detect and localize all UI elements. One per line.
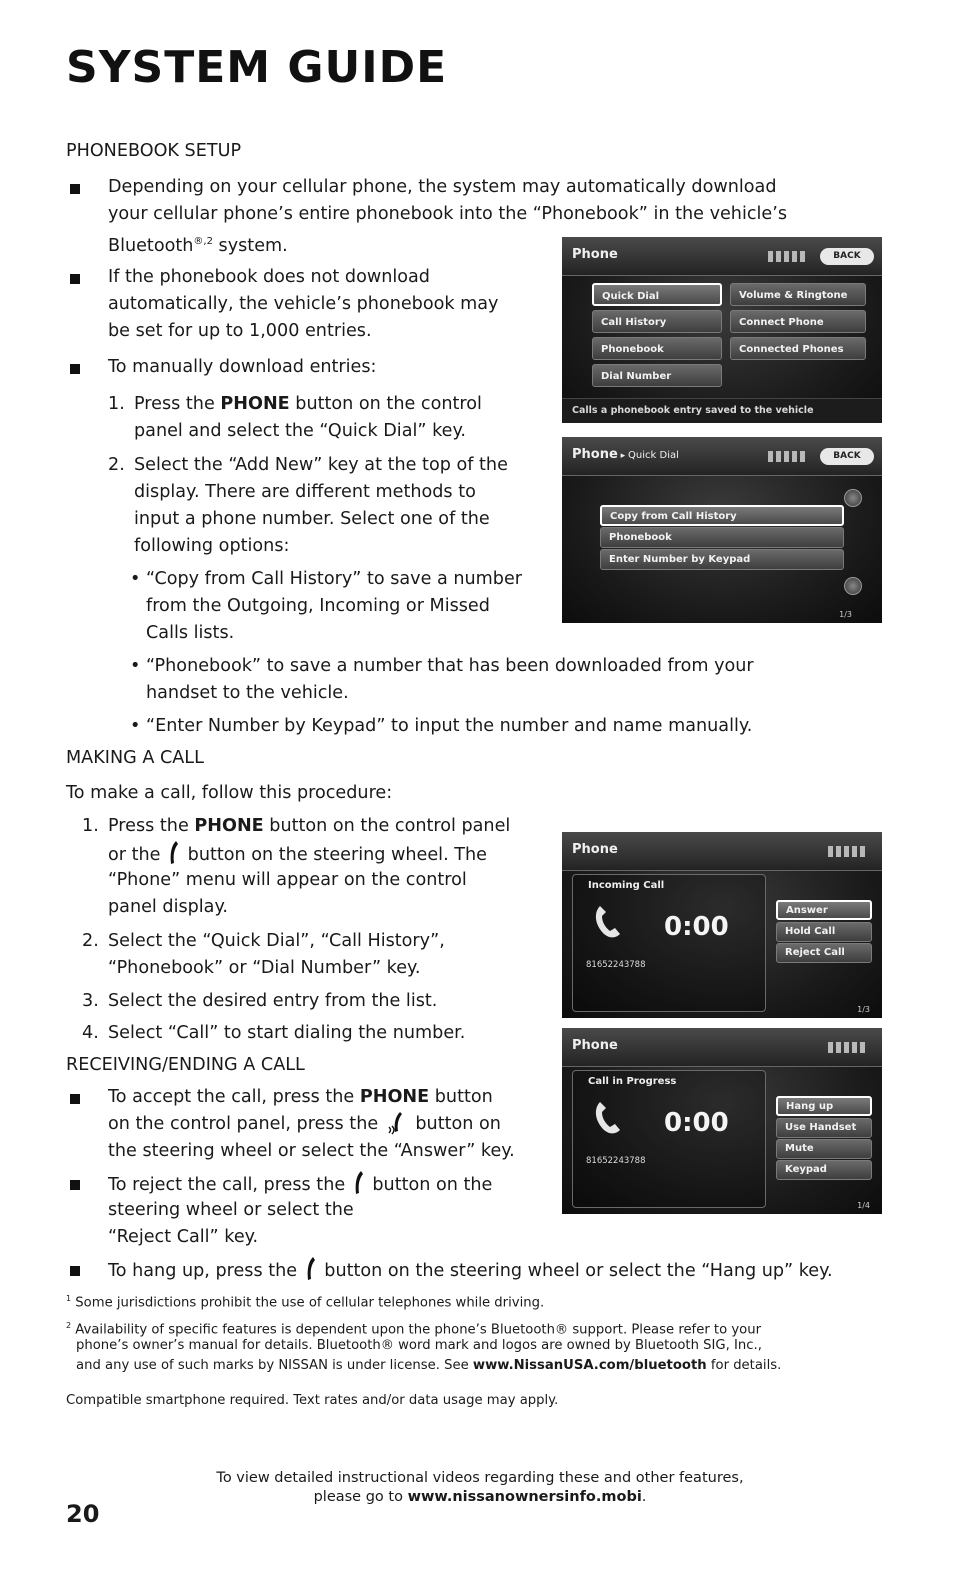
phonebook-button[interactable]: Phonebook — [592, 337, 722, 360]
phone-handset-icon — [168, 840, 180, 866]
page-number: 20 — [66, 1500, 100, 1528]
connect-phone-button[interactable]: Connect Phone — [730, 310, 866, 333]
phone-handset-icon — [353, 1170, 365, 1196]
back-button[interactable]: BACK — [820, 448, 874, 465]
call-in-progress-screenshot — [562, 1028, 882, 1214]
bullet-marker — [70, 1094, 80, 1104]
connected-phones-button[interactable]: Connected Phones — [730, 337, 866, 360]
receiving-bullet-1-line-3: the steering wheel or select the “Answer” key. — [108, 1141, 515, 1161]
phonebook-step-1-line-2: panel and select the “Quick Dial” key. — [134, 421, 466, 441]
bullet-marker — [70, 1266, 80, 1276]
making-step-1-line-1: Press the PHONE button on the control panel — [108, 816, 511, 836]
screen-status-bar: Calls a phonebook entry saved to the vehicle — [562, 398, 882, 423]
phonebook-step-2-line-1: Select the “Add New” key at the top of the — [134, 455, 508, 475]
phonebook-step-2-line-2: display. There are different methods to — [134, 482, 476, 502]
signal-status-icon — [828, 1042, 868, 1053]
hang-up-button[interactable]: Hang up — [776, 1096, 872, 1116]
step-number: 1. — [82, 816, 99, 836]
signal-status-icon — [828, 846, 868, 857]
back-button[interactable]: BACK — [820, 248, 874, 265]
making-step-1-line-4: panel display. — [108, 897, 228, 917]
making-call-intro: To make a call, follow this procedure: — [66, 783, 393, 803]
call-timer: 0:00 — [664, 912, 729, 942]
phonebook-item[interactable]: Phonebook — [600, 527, 844, 548]
caller-number: 81652243788 — [586, 1156, 646, 1166]
phone-menu-screenshot — [562, 237, 882, 423]
phonebook-step-2-line-3: input a phone number. Select one of the — [134, 509, 490, 529]
copy-from-call-history-item[interactable]: Copy from Call History — [600, 505, 844, 526]
footnote-2-line-1: $^2$ Availability of specific features is dependent upon the phone’s Bluetooth® support. Please refer to your — [66, 1321, 762, 1338]
receiving-bullet-2-line-3: “Reject Call” key. — [108, 1227, 259, 1247]
phone-handset-icon — [305, 1256, 317, 1282]
enter-number-by-keypad-item[interactable]: Enter Number by Keypad — [600, 549, 844, 570]
receiving-bullet-1-line-1: To accept the call, press the PHONE button — [108, 1087, 493, 1107]
making-step-1-line-2: or the button on the steering wheel. The — [108, 840, 487, 869]
call-history-button[interactable]: Call History — [592, 310, 722, 333]
call-panel-title: Call in Progress — [588, 1076, 677, 1087]
compatibility-note: Compatible smartphone required. Text rates and/or data usage may apply. — [66, 1393, 559, 1408]
bullet-marker — [70, 1180, 80, 1190]
phonebook-step-1-line-1: Press the PHONE button on the control — [134, 394, 482, 414]
dial-number-button[interactable]: Dial Number — [592, 364, 722, 387]
call-timer: 0:00 — [664, 1108, 729, 1138]
bullet-marker — [70, 184, 80, 194]
screen-header — [562, 237, 882, 276]
call-panel-title: Incoming Call — [588, 880, 665, 891]
making-step-3: Select the desired entry from the list. — [108, 991, 438, 1011]
signal-status-icon — [768, 251, 808, 262]
bluetooth-link[interactable]: www.NissanUSA.com/bluetooth — [472, 1358, 707, 1373]
page-indicator: 1/3 — [857, 1005, 870, 1014]
option-2-line-2: handset to the vehicle. — [146, 683, 349, 703]
option-1-line-3: Calls lists. — [146, 623, 235, 643]
phonebook-bullet-1-line-1: Depending on your cellular phone, the system may automatically download — [108, 177, 777, 197]
phonebook-bullet-1-line-3: Bluetooth$^{®,2}$ system. — [108, 235, 288, 256]
receiving-bullet-1-line-2: on the control panel, press the button on — [108, 1111, 501, 1138]
incoming-call-screenshot — [562, 832, 882, 1018]
phonebook-heading: PHONEBOOK SETUP — [66, 141, 242, 161]
page-indicator: 1/4 — [857, 1201, 870, 1210]
answer-button[interactable]: Answer — [776, 900, 872, 920]
option-2-line-1: • “Phonebook” to save a number that has been downloaded from your — [130, 656, 754, 676]
mute-button[interactable]: Mute — [776, 1139, 872, 1159]
receiving-bullet-3: To hang up, press the button on the steering wheel or select the “Hang up” key. — [108, 1256, 833, 1285]
receiving-bullet-2-line-2: steering wheel or select the — [108, 1200, 354, 1220]
phonebook-bullet-2-line-3: be set for up to 1,000 entries. — [108, 321, 372, 341]
step-number: 2. — [108, 455, 125, 475]
screen-header — [562, 1028, 882, 1067]
phonebook-step-2-line-4: following options: — [134, 536, 290, 556]
quick-dial-button[interactable]: Quick Dial — [592, 283, 722, 306]
footnote-1: $^1$ Some jurisdictions prohibit the use of cellular telephones while driving. — [66, 1294, 545, 1311]
screen-title: Phone — [572, 247, 618, 262]
step-number: 3. — [82, 991, 99, 1011]
footnote-2-line-3: and any use of such marks by NISSAN is under license. See www.NissanUSA.com/bluetooth for details. — [76, 1358, 782, 1373]
making-step-1-line-3: “Phone” menu will appear on the control — [108, 870, 467, 890]
bullet-marker — [70, 364, 80, 374]
making-step-2-line-2: “Phonebook” or “Dial Number” key. — [108, 958, 421, 978]
making-call-heading: MAKING A CALL — [66, 748, 204, 768]
bullet-marker — [70, 274, 80, 284]
screen-title: Phone — [572, 842, 618, 857]
owners-info-link[interactable]: www.nissanownersinfo.mobi — [407, 1489, 642, 1505]
reject-call-button[interactable]: Reject Call — [776, 943, 872, 963]
screen-header — [562, 437, 882, 476]
screen-title: Phone — [572, 1038, 618, 1053]
page-title: SYSTEM GUIDE — [66, 42, 448, 93]
phone-icon — [592, 904, 626, 940]
phonebook-bullet-1-line-2: your cellular phone’s entire phonebook into the “Phonebook” in the vehicle’s — [108, 204, 787, 224]
footer-note: To view detailed instructional videos regarding these and other features, please go to www.nissanownersinfo.mobi. — [216, 1470, 744, 1505]
keypad-button[interactable]: Keypad — [776, 1160, 872, 1180]
receiving-heading: RECEIVING/ENDING A CALL — [66, 1055, 305, 1075]
option-1-line-1: • “Copy from Call History” to save a number — [130, 569, 523, 589]
receiving-bullet-2-line-1: To reject the call, press the button on the — [108, 1170, 492, 1199]
volume-ringtone-button[interactable]: Volume & Ringtone — [730, 283, 866, 306]
phonebook-bullet-2-line-2: automatically, the vehicle’s phonebook may — [108, 294, 499, 314]
phone-icon — [592, 1100, 626, 1136]
phonebook-bullet-3: To manually download entries: — [108, 357, 377, 377]
call-panel — [572, 874, 766, 1012]
use-handset-button[interactable]: Use Handset — [776, 1118, 872, 1138]
step-number: 4. — [82, 1023, 99, 1043]
scroll-down-icon[interactable] — [844, 577, 862, 595]
making-step-4: Select “Call” to start dialing the number. — [108, 1023, 466, 1043]
hold-call-button[interactable]: Hold Call — [776, 922, 872, 942]
phonebook-bullet-2-line-1: If the phonebook does not download — [108, 267, 430, 287]
option-1-line-2: from the Outgoing, Incoming or Missed — [146, 596, 490, 616]
making-step-2-line-1: Select the “Quick Dial”, “Call History”, — [108, 931, 445, 951]
screen-header — [562, 832, 882, 871]
caller-number: 81652243788 — [586, 960, 646, 970]
footnote-2-line-2: phone’s owner’s manual for details. Bluetooth® word mark and logos are owned by Bluetooth SIG, Inc., — [76, 1338, 762, 1353]
step-number: 2. — [82, 931, 99, 951]
scroll-up-icon[interactable] — [844, 489, 862, 507]
step-number: 1. — [108, 394, 125, 414]
call-panel — [572, 1070, 766, 1208]
option-3: • “Enter Number by Keypad” to input the number and name manually. — [130, 716, 753, 736]
screen-title: Phone ▸ Quick Dial — [572, 447, 679, 462]
quick-dial-screenshot — [562, 437, 882, 623]
voice-talk-icon — [386, 1111, 408, 1135]
page-indicator: 1/3 — [839, 610, 852, 619]
signal-status-icon — [768, 451, 808, 462]
